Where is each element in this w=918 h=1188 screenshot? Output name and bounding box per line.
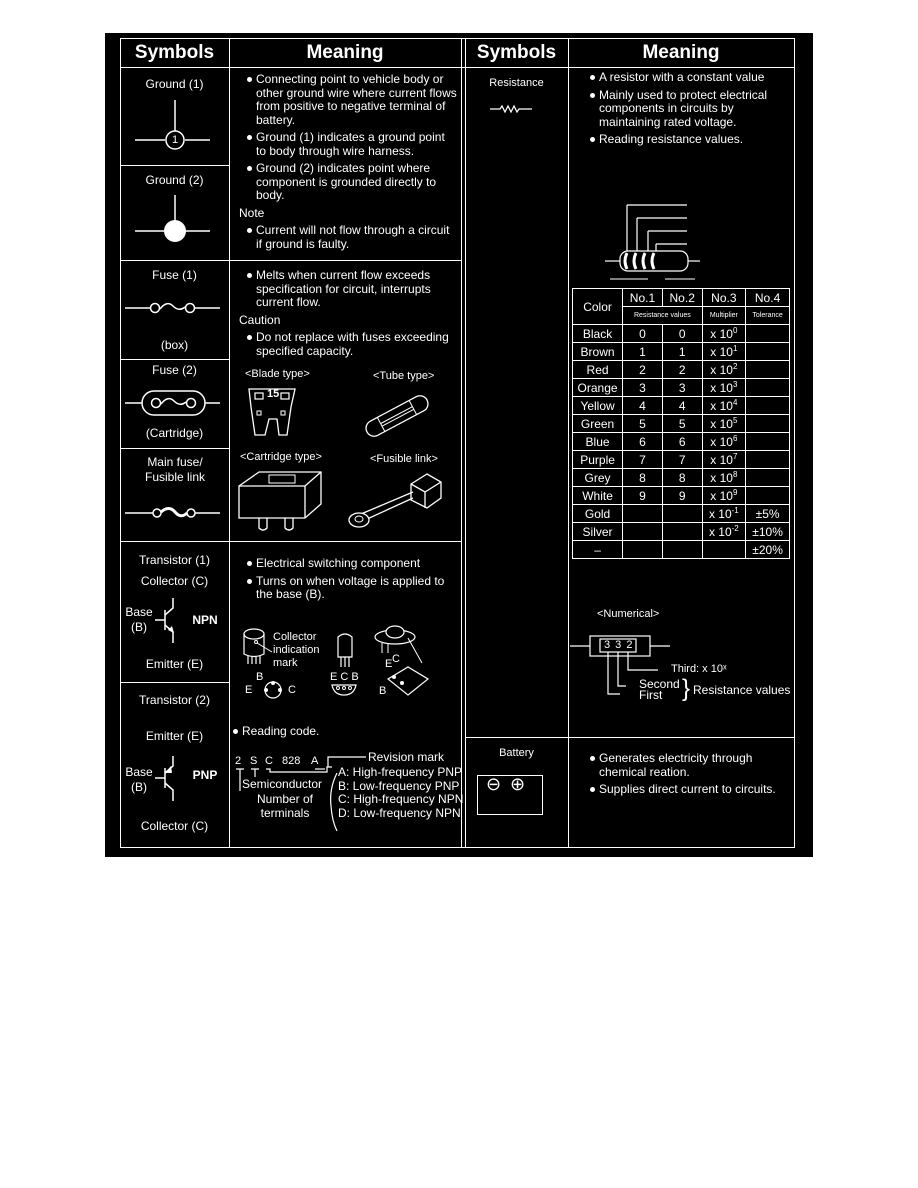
- blade-fuse-rating: 15: [267, 388, 280, 400]
- tube-type-label: <Tube type>: [373, 370, 435, 382]
- ground1-symbol-icon: [135, 98, 215, 158]
- fuse2-symbol-icon: [125, 388, 220, 418]
- transistor1-label: Transistor (1): [139, 553, 210, 567]
- blade-type-label: <Blade type>: [245, 368, 310, 380]
- battery-bullet: Supplies direct current to circuits.: [590, 783, 790, 797]
- transistor2-label: Transistor (2): [139, 693, 210, 707]
- transistor-meaning: [247, 557, 457, 606]
- symbols-reference-panel: [105, 33, 813, 857]
- resistance-label: Resistance: [489, 77, 544, 89]
- color-code-table: [572, 288, 790, 559]
- code-char-a: A: [311, 755, 319, 767]
- table-header-row: [573, 289, 790, 307]
- num-terminals-label: Number of terminals: [256, 792, 314, 820]
- caution-bullet: Do not replace with fuses exceeding specified capacity.: [247, 331, 457, 358]
- semiconductor-label: Semiconductor: [242, 777, 323, 791]
- numerical-title: <Numerical>: [597, 608, 660, 620]
- divider: [120, 359, 229, 360]
- symbols-header-right: Symbols: [476, 42, 557, 63]
- transistor2-base-label: Base (B): [125, 765, 153, 794]
- reading-code-section: [233, 725, 453, 743]
- pin-c-label-power: C: [392, 653, 400, 665]
- battery-label: Battery: [499, 747, 534, 759]
- header-no4: No.4: [746, 289, 790, 307]
- table-row: Silver x $10^{-2}$ ±10%: [573, 523, 790, 541]
- pin-b-label-power: B: [379, 685, 387, 697]
- battery-bullet: Generates electricity through chemical reation.: [590, 752, 790, 779]
- code-char-s: S: [250, 755, 258, 767]
- npn-label: NPN: [192, 613, 218, 627]
- meaning-header-left: Meaning: [306, 42, 384, 63]
- pin-c-label: C: [288, 684, 296, 696]
- fuse-bullet: Melts when current flow exceeds specification for circuit, interrupts current flow.: [247, 269, 457, 310]
- fuse2-sublabel: (Cartridge): [145, 426, 204, 440]
- ground2-label: Ground (2): [145, 173, 204, 187]
- table-row: Black 0 0 x $10^0$: [573, 325, 790, 343]
- ground1-label: Ground (1): [145, 77, 204, 91]
- resistor-symbol-icon: [490, 103, 535, 115]
- ground2-symbol-icon: [135, 193, 215, 253]
- minus-terminal-icon: ⊖: [486, 774, 502, 794]
- divider: [120, 448, 229, 449]
- ground-bullet: Ground (2) indicates point where component is grounded directly to body.: [247, 162, 457, 203]
- transistor1-collector-label: Collector (C): [140, 574, 209, 588]
- code-char-2: 2: [235, 755, 242, 767]
- pin-e-label: E: [245, 684, 253, 696]
- divider: [120, 67, 795, 68]
- main-fuse-label: Main fuse/ Fusible link: [144, 455, 206, 484]
- divider: [229, 38, 230, 847]
- code-d: D: Low-frequency NPN: [338, 805, 461, 820]
- fusible-link-type-label: <Fusible link>: [370, 453, 438, 465]
- header-no1: No.1: [623, 289, 663, 307]
- table-row: Yellow 4 4 x $10^4$: [573, 397, 790, 415]
- note-bullet: Current will not flow through a circuit if ground is faulty.: [247, 224, 457, 251]
- divider: [794, 38, 795, 847]
- table-row: – ±20%: [573, 541, 790, 559]
- resistance-bullet: Reading resistance values.: [590, 133, 790, 147]
- divider: [461, 38, 462, 847]
- note-heading: Note: [239, 205, 265, 220]
- table-row: Grey 8 8 x $10^8$: [573, 469, 790, 487]
- divider: [465, 38, 466, 847]
- ground-meaning: [239, 72, 457, 255]
- pin-b-label: B: [256, 671, 264, 683]
- header-color: Color: [573, 289, 623, 325]
- divider: [120, 541, 461, 542]
- header-no3: No.3: [702, 289, 746, 307]
- revision-mark-label: Revision mark: [368, 750, 445, 764]
- fusible-link-icon: [345, 468, 445, 533]
- battery-meaning: [590, 752, 790, 801]
- fuse2-label: Fuse (2): [152, 363, 197, 377]
- can-transistor-icon: [242, 628, 272, 668]
- transistor2-collector-label: Collector (C): [140, 819, 209, 833]
- divider: [120, 165, 229, 166]
- transistor1-base-label: Base (B): [125, 605, 153, 634]
- table-row: Brown 1 1 x $10^1$: [573, 343, 790, 361]
- color-band-resistor-icon: [600, 201, 700, 281]
- pin-e-label-power: E: [385, 658, 393, 670]
- numerical-code: 3 3 2: [604, 639, 634, 651]
- transistor1-emitter-label: Emitter (E): [145, 657, 204, 671]
- pin-ecb-label: E C B: [330, 671, 359, 683]
- subheader-tolerance: Tolerance: [746, 307, 790, 325]
- battery-symbol-icon: [477, 775, 543, 815]
- code-c: C: High-frequency NPN: [338, 792, 464, 806]
- fuse-meaning: [239, 268, 457, 362]
- subheader-resistance: Resistance values: [623, 307, 702, 325]
- table-row: Purple 7 7 x $10^7$: [573, 451, 790, 469]
- resistance-bullet: Mainly used to protect electrical components in circuits by maintaining rated voltage.: [590, 89, 790, 130]
- transistor2-emitter-label: Emitter (E): [145, 729, 204, 743]
- resistance-meaning: [590, 71, 790, 151]
- brace-icon: }: [682, 675, 691, 702]
- numerical-first: First: [639, 688, 663, 702]
- code-b: B: Low-frequency PNP: [338, 778, 460, 793]
- ground-bullet: Connecting point to vehicle body or other ground wire where current flows from positive to negative terminal of battery.: [247, 73, 457, 127]
- transistor-bullet: Turns on when voltage is applied to the base (B).: [247, 575, 457, 602]
- fuse1-symbol-icon: [125, 298, 220, 318]
- divider: [568, 38, 569, 847]
- tube-fuse-icon: [355, 388, 440, 443]
- resistance-values-label: Resistance values: [693, 683, 791, 697]
- cartridge-fuse-icon: [235, 468, 325, 533]
- table-row: Orange 3 3 x $10^3$: [573, 379, 790, 397]
- divider: [120, 847, 795, 848]
- pnp-transistor-icon: [155, 756, 185, 806]
- numerical-second: Second: [639, 677, 680, 691]
- cartridge-type-label: <Cartridge type>: [240, 451, 322, 463]
- ground1-number: 1: [171, 134, 179, 146]
- divider: [465, 737, 794, 738]
- table-row: Red 2 2 x $10^2$: [573, 361, 790, 379]
- caution-heading: Caution: [239, 312, 281, 327]
- reading-code-bullet: Reading code.: [233, 725, 453, 739]
- header-no2: No.2: [662, 289, 702, 307]
- divider: [120, 682, 229, 683]
- subheader-multiplier: Multiplier: [702, 307, 746, 325]
- code-char-c: C: [265, 755, 273, 767]
- meaning-header-right: Meaning: [642, 42, 720, 63]
- divider: [120, 260, 461, 261]
- pinout-ecb-icon: [330, 683, 360, 697]
- fusible-link-symbol-icon: [125, 503, 220, 523]
- plus-terminal-icon: ⊕: [510, 774, 526, 794]
- ground-bullet: Ground (1) indicates a ground point to body through wire harness.: [247, 131, 457, 158]
- resistance-bullet: A resistor with a constant value: [590, 71, 790, 85]
- code-a: A: High-frequency PNP: [338, 765, 463, 779]
- fuse1-sublabel: (box): [160, 338, 189, 352]
- divider: [120, 38, 121, 847]
- collector-mark-label: Collector indication mark: [273, 631, 320, 669]
- fuse1-label: Fuse (1): [152, 268, 197, 282]
- code-list: [338, 766, 463, 820]
- table-row: Gold x $10^{-1}$ ±5%: [573, 505, 790, 523]
- table-row: Blue 6 6 x $10^6$: [573, 433, 790, 451]
- symbols-header-left: Symbols: [134, 42, 215, 63]
- transistor-bullet: Electrical switching component: [247, 557, 457, 571]
- npn-transistor-icon: [155, 598, 185, 648]
- table-row: Green 5 5 x $10^5$: [573, 415, 790, 433]
- numerical-third: Third: x 10ˣ: [671, 663, 727, 675]
- plastic-transistor-icon: [335, 631, 357, 671]
- code-char-828: 828: [282, 755, 301, 767]
- pnp-label: PNP: [192, 768, 218, 782]
- table-row: White 9 9 x $10^9$: [573, 487, 790, 505]
